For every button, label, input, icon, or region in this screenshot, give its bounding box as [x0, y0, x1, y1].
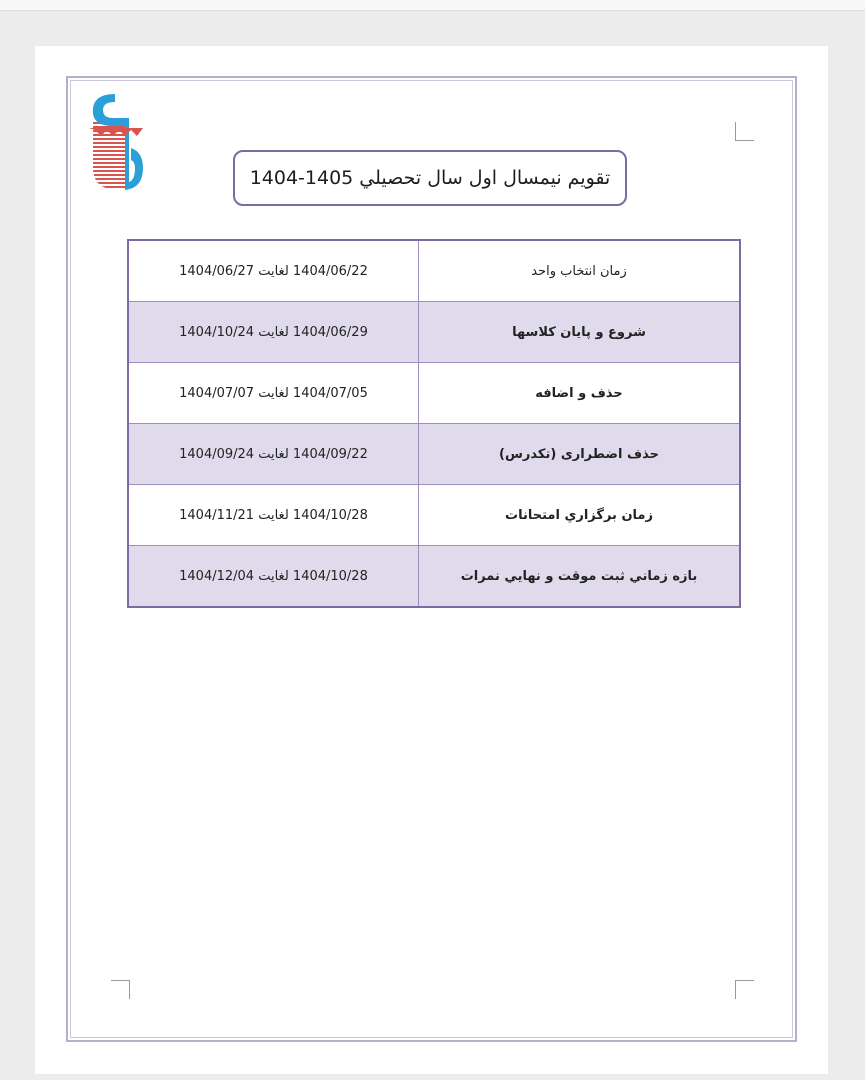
crop-mark-top-right: [735, 122, 754, 141]
university-logo-icon: [85, 90, 147, 194]
table-row: [128, 240, 740, 302]
event-cell: حذف اضطراری (تکدرس): [419, 424, 741, 485]
date-range-cell: 1404/09/22 لغایت 1404/09/24: [128, 424, 419, 485]
event-cell: زمان انتخاب واحد: [419, 240, 741, 302]
document-page: [35, 46, 828, 1074]
date-range-cell: 1404/06/22 لغایت 1404/06/27: [128, 240, 419, 302]
event-cell: حذف و اضافه: [419, 363, 741, 424]
table-row: [128, 363, 740, 424]
calendar-title: تقویم نیمسال اول سال تحصيلي 1405-1404: [233, 150, 627, 206]
date-range-cell: 1404/10/28 لغایت 1404/11/21: [128, 485, 419, 546]
viewer-top-bar: [0, 0, 865, 11]
event-cell: زمان برگزاري امتحانات: [419, 485, 741, 546]
table-row: [128, 485, 740, 546]
date-range-cell: 1404/10/28 لغایت 1404/12/04: [128, 546, 419, 608]
event-cell: شروع و پايان كلاسها: [419, 302, 741, 363]
event-cell: بازه زماني ثبت موقت و نهايي نمرات: [419, 546, 741, 608]
table-row: [128, 546, 740, 608]
table-row: [128, 424, 740, 485]
crop-mark-bottom-right: [735, 980, 754, 999]
date-range-cell: 1404/06/29 لغایت 1404/10/24: [128, 302, 419, 363]
academic-calendar-table: [127, 239, 741, 608]
crop-mark-bottom-left: [111, 980, 130, 999]
date-range-cell: 1404/07/05 لغایت 1404/07/07: [128, 363, 419, 424]
table-row: [128, 302, 740, 363]
